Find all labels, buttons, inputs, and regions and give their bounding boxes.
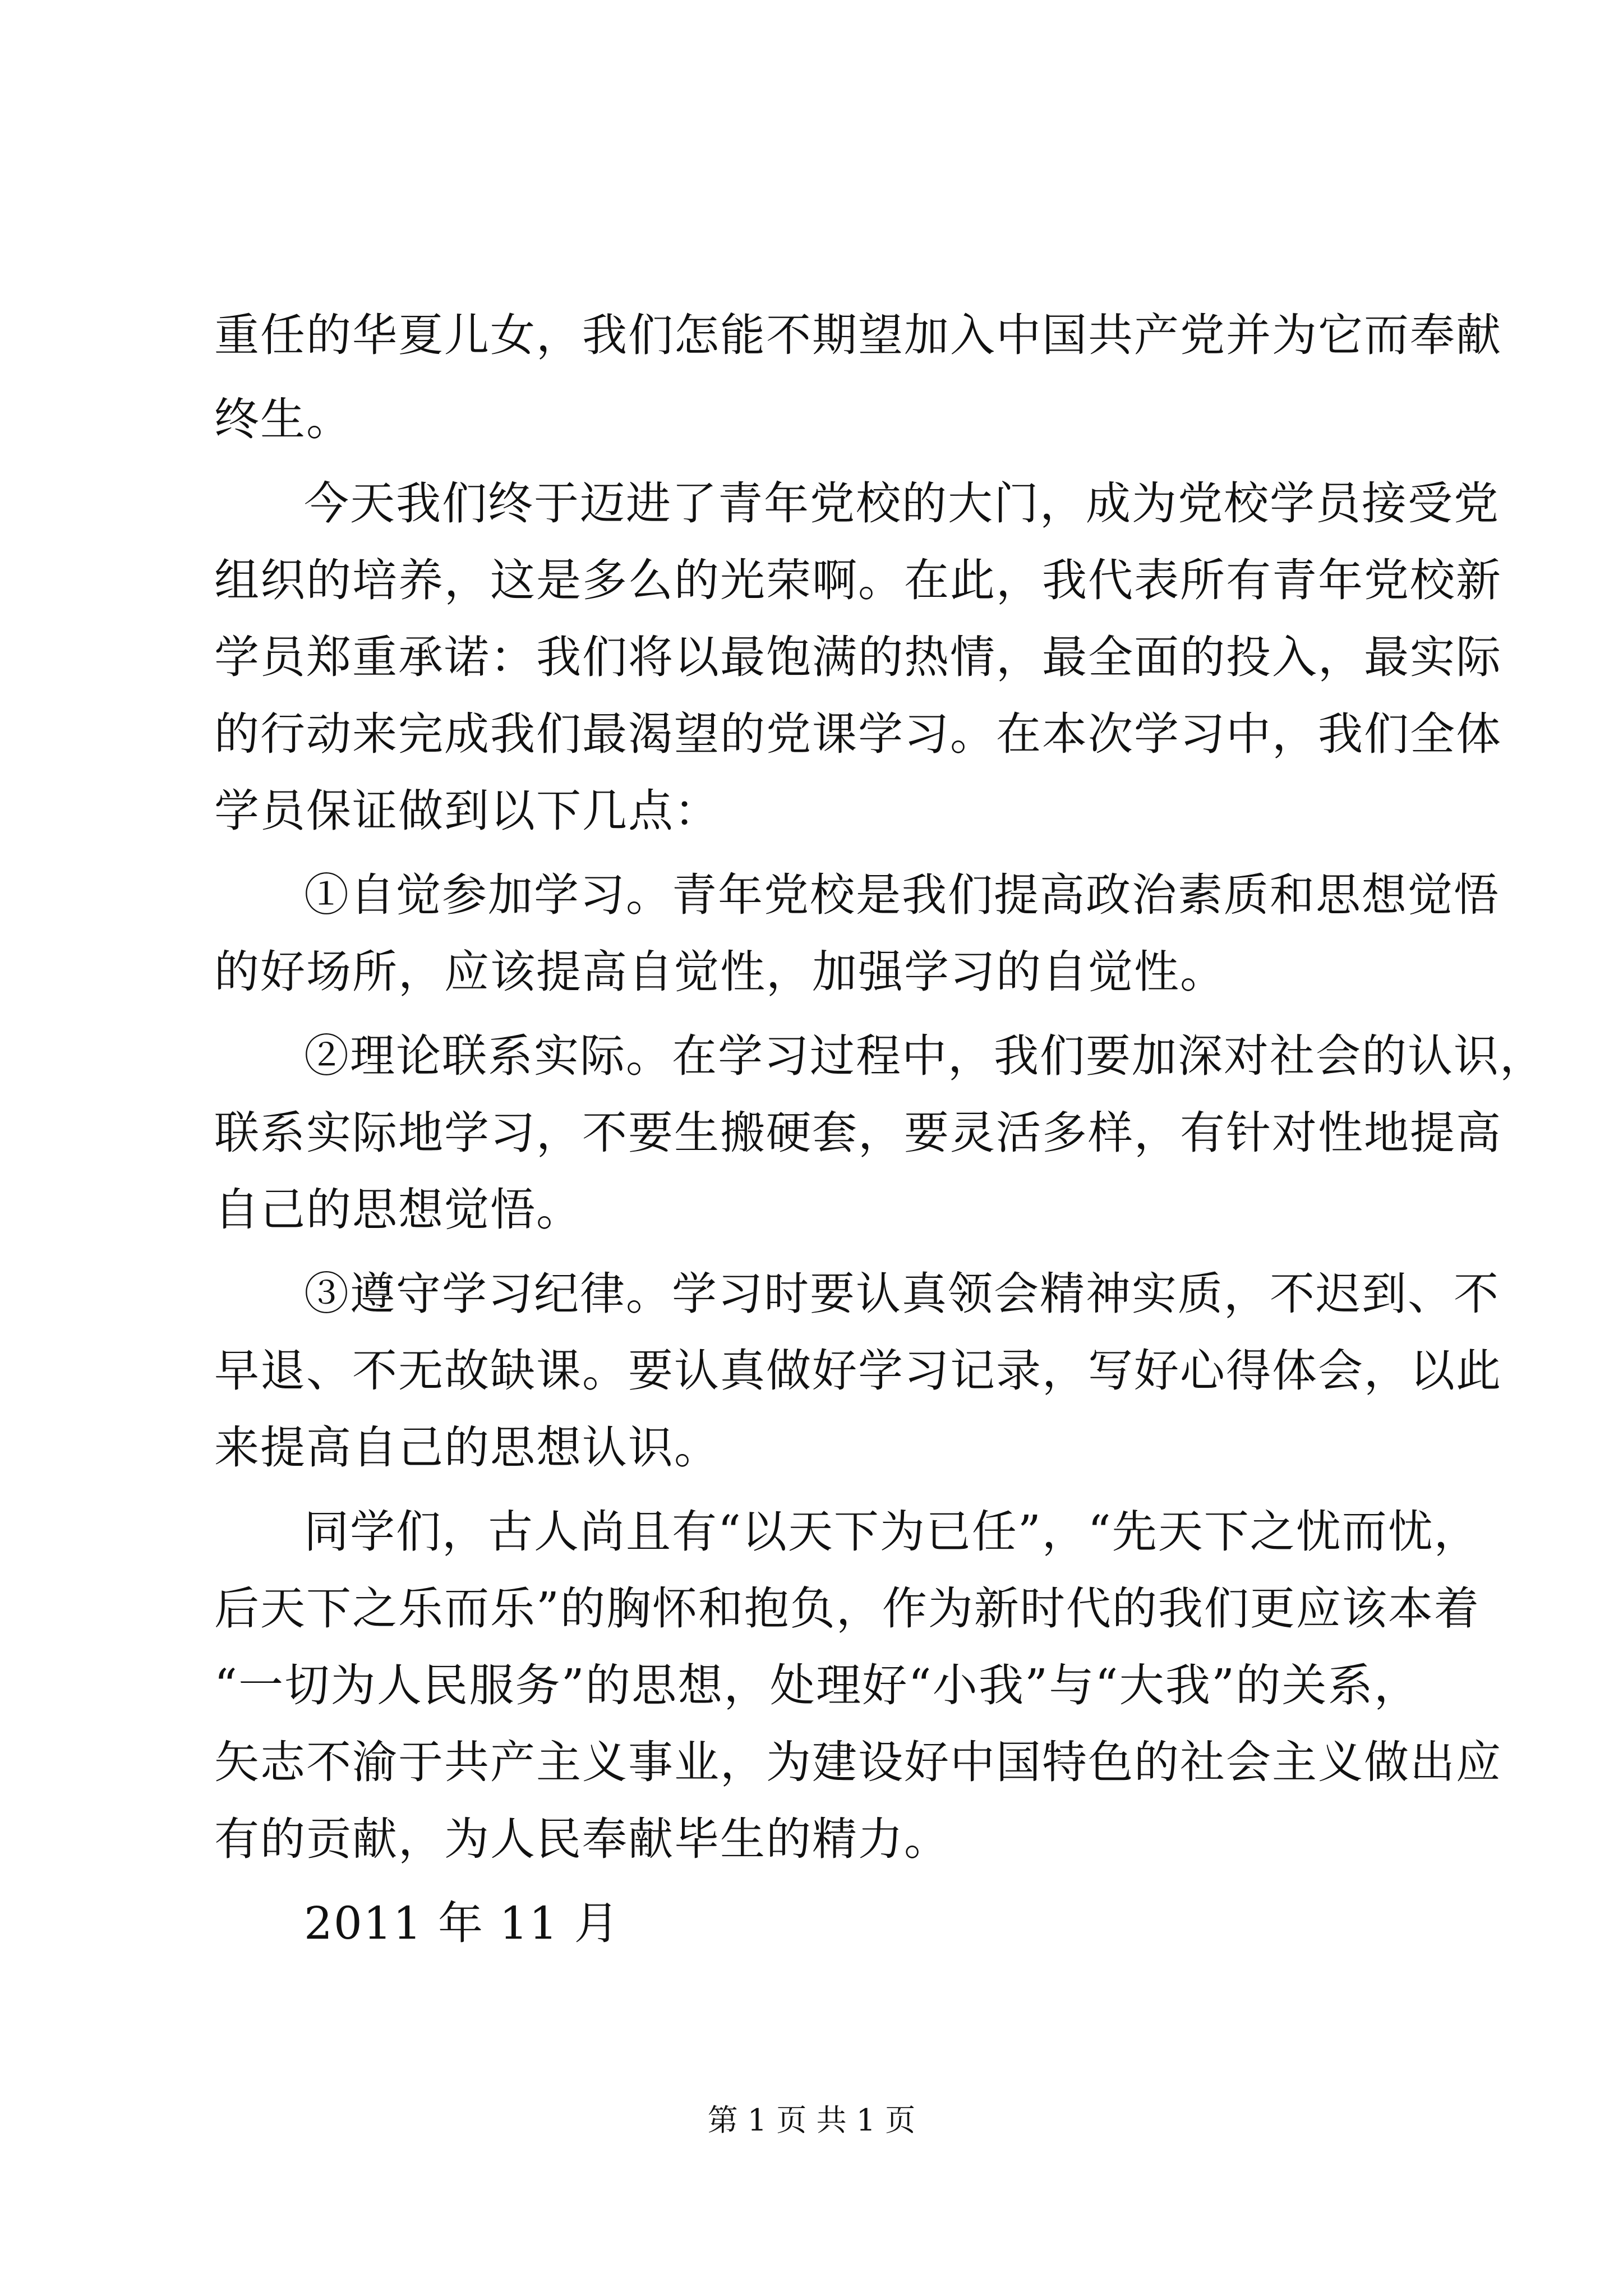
body-text-line: 的行动来完成我们最渴望的党课学习。在本次学习中，我们全体: [214, 708, 1502, 760]
body-text-line: ③遵守学习纪律。学习时要认真领会精神实质，不迟到、不: [304, 1268, 1500, 1320]
body-text-line: 来提高自己的思想认识。: [214, 1421, 720, 1474]
body-text-line: 学员郑重承诺：我们将以最饱满的热情，最全面的投入，最实际: [214, 631, 1502, 683]
body-text-line: 的好场所，应该提高自觉性，加强学习的自觉性。: [214, 946, 1226, 998]
body-text-line: 重任的华夏儿女，我们怎能不期望加入中国共产党并为它而奉献: [214, 309, 1502, 361]
body-text-line: ②理论联系实际。在学习过程中，我们要加深对社会的认识，: [304, 1030, 1546, 1082]
page-footer: 第 1 页 共 1 页: [707, 2102, 916, 2138]
body-text-line: 组织的培养，这是多么的光荣啊。在此，我代表所有青年党校新: [214, 554, 1502, 606]
body-text-line: 联系实际地学习，不要生搬硬套，要灵活多样，有针对性地提高: [214, 1107, 1502, 1159]
body-text-line: “一切为人民服务”的思想，处理好“小我”与“大我”的关系，: [214, 1659, 1420, 1711]
body-text-line: 学员保证做到以下几点：: [214, 785, 720, 837]
body-text-line: 后天下之乐而乐”的胸怀和抱负，作为新时代的我们更应该本着: [214, 1582, 1480, 1635]
body-text-line: 今天我们终于迈进了青年党校的大门，成为党校学员接受党: [304, 477, 1500, 530]
body-text-line: 矢志不渝于共产主义事业，为建设好中国特色的社会主义做出应: [214, 1736, 1502, 1788]
body-text-line: 有的贡献，为人民奉献毕生的精力。: [214, 1813, 950, 1865]
body-text-line: 同学们，古人尚且有“以天下为已任”，“先天下之忧而忧，: [304, 1506, 1480, 1558]
body-text-line: 终生。: [214, 393, 352, 445]
body-text-line: 早退、不无故缺课。要认真做好学习记录，写好心得体会，以此: [214, 1345, 1502, 1397]
date-line: 2011 年 11 月: [304, 1897, 620, 1949]
body-text-line: 自己的思想觉悟。: [214, 1184, 582, 1236]
body-text-line: ①自觉参加学习。青年党校是我们提高政治素质和思想觉悟: [304, 869, 1500, 921]
